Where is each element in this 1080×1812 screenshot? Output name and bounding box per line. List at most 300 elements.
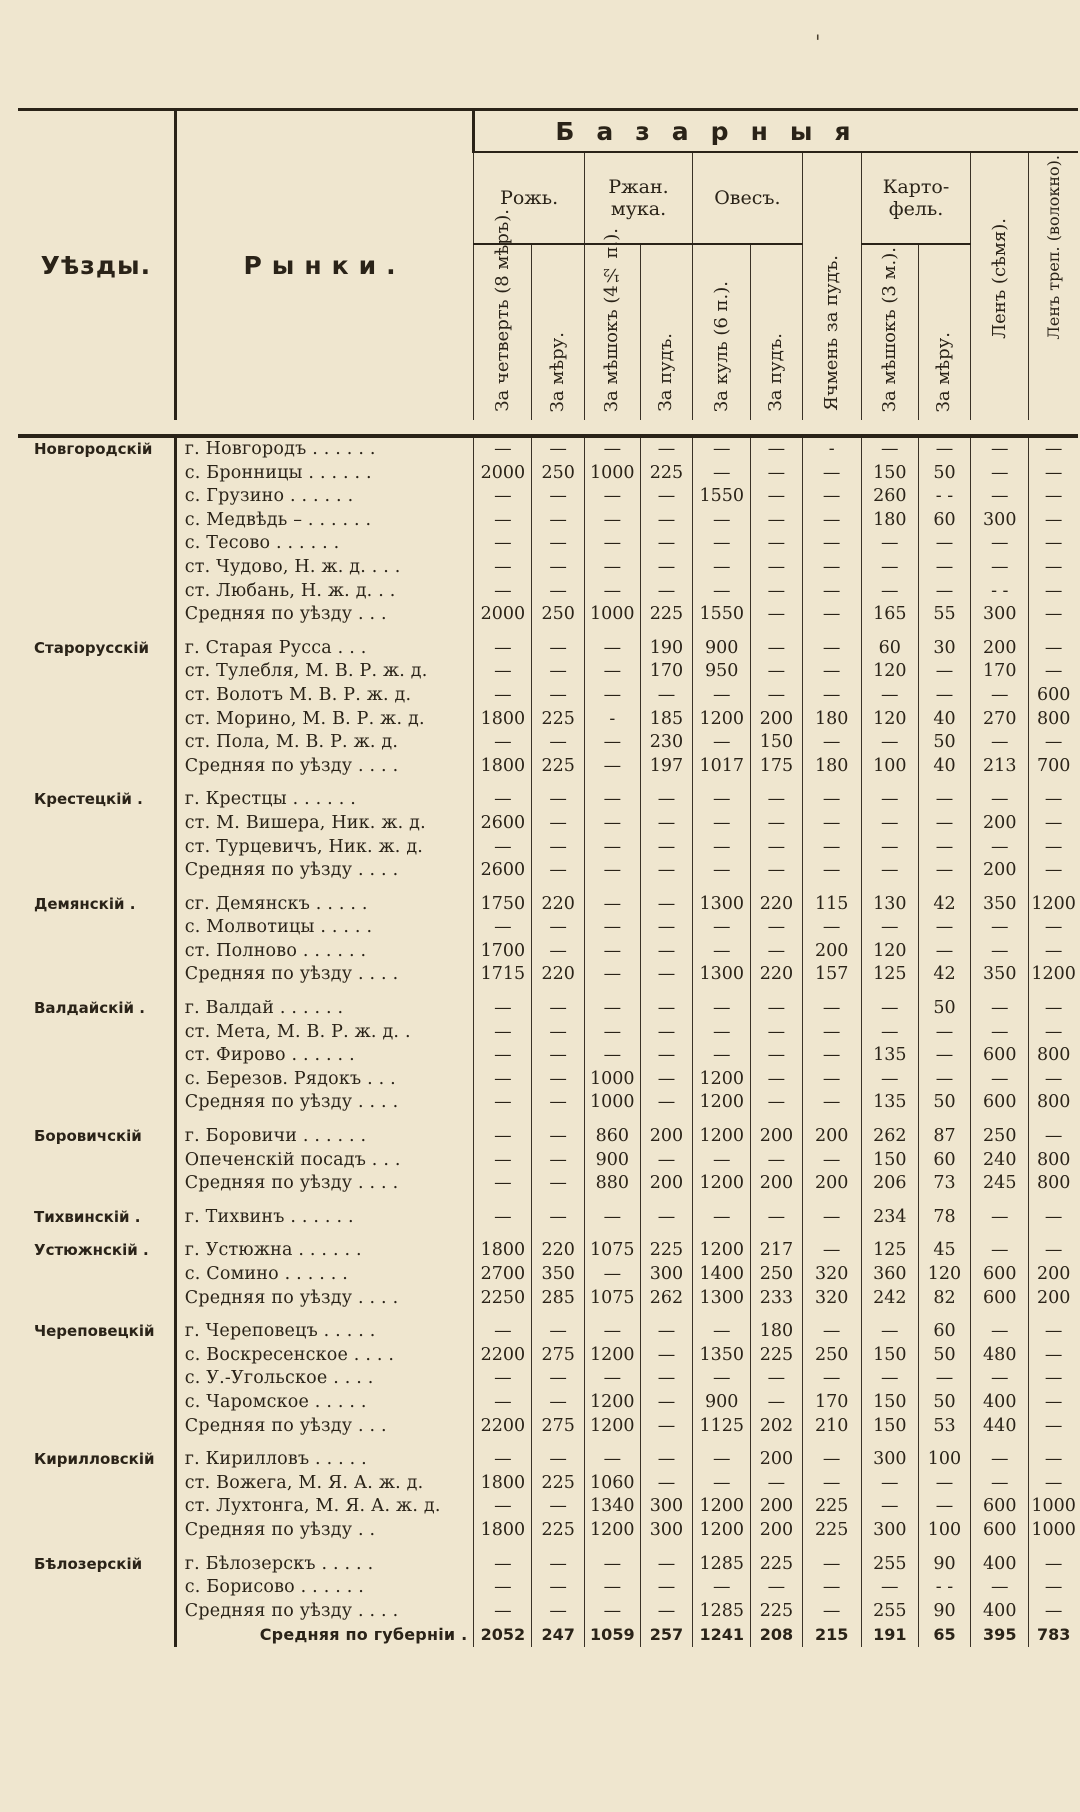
price-cell: 350 xyxy=(971,963,1029,987)
price-cell: — xyxy=(1029,637,1078,661)
price-cell: — xyxy=(1029,788,1078,812)
price-cell: 1700 xyxy=(474,940,532,964)
price-cell: — xyxy=(532,580,584,604)
price-cell: 257 xyxy=(640,1623,692,1647)
price-cell: — xyxy=(802,532,861,556)
gap-cell xyxy=(532,1229,584,1239)
price-cell: — xyxy=(918,788,970,812)
market-row xyxy=(18,580,1078,604)
gap-cell xyxy=(18,627,175,637)
gap-cell xyxy=(640,1438,692,1448)
gap-cell xyxy=(751,1438,802,1448)
price-cell: — xyxy=(1029,532,1078,556)
price-cell: 300 xyxy=(971,603,1029,627)
gap-cell xyxy=(693,883,751,893)
price-cell: 1200 xyxy=(693,1519,751,1543)
gap-cell xyxy=(802,883,861,893)
gap-cell xyxy=(693,1196,751,1206)
gap-cell xyxy=(474,1438,532,1448)
price-cell: — xyxy=(1029,1367,1078,1391)
price-cell: 100 xyxy=(861,755,918,779)
gap-cell xyxy=(640,1543,692,1553)
price-cell: — xyxy=(693,812,751,836)
gap-cell xyxy=(693,1310,751,1320)
gap-cell xyxy=(971,1229,1029,1239)
market-name: с. У.-Угольское . . . . xyxy=(175,1367,474,1391)
price-cell: — xyxy=(584,485,640,509)
price-cell: — xyxy=(918,1044,970,1068)
price-cell: — xyxy=(751,684,802,708)
price-cell: — xyxy=(474,436,532,462)
price-cell: 180 xyxy=(861,509,918,533)
price-cell: — xyxy=(971,684,1029,708)
uezd-name xyxy=(18,1495,175,1519)
uezd-name xyxy=(18,1519,175,1543)
gap-cell xyxy=(802,987,861,997)
price-cell: — xyxy=(693,509,751,533)
price-cell: 200 xyxy=(751,1519,802,1543)
price-cell: — xyxy=(693,1448,751,1472)
price-cell: 1200 xyxy=(584,1391,640,1415)
price-cell: — xyxy=(1029,462,1078,486)
price-cell: 600 xyxy=(971,1287,1029,1311)
price-cell: 40 xyxy=(918,708,970,732)
gap-cell xyxy=(532,778,584,788)
uezd-name xyxy=(18,556,175,580)
price-cell: 1200 xyxy=(693,1068,751,1092)
price-cell: 255 xyxy=(861,1553,918,1577)
average-row xyxy=(18,1287,1078,1311)
price-cell: — xyxy=(584,812,640,836)
price-cell: — xyxy=(751,532,802,556)
uezd-name xyxy=(18,1287,175,1311)
market-name: Средняя по уѣзду . . xyxy=(175,1519,474,1543)
price-cell: 900 xyxy=(584,1149,640,1173)
market-name: с. Бронницы . . . . . . xyxy=(175,462,474,486)
market-name: с. Борисово . . . . . . xyxy=(175,1576,474,1600)
price-cell: — xyxy=(751,1576,802,1600)
gap-cell xyxy=(532,1310,584,1320)
market-row xyxy=(18,708,1078,732)
price-cell: 233 xyxy=(751,1287,802,1311)
gap-cell xyxy=(584,778,640,788)
col-muka-pud xyxy=(640,244,692,420)
price-cell: 220 xyxy=(532,1239,584,1263)
price-cell: 230 xyxy=(640,731,692,755)
price-cell: — xyxy=(1029,836,1078,860)
price-cell: — xyxy=(861,1021,918,1045)
uezd-name xyxy=(18,916,175,940)
price-cell: 270 xyxy=(971,708,1029,732)
price-cell: — xyxy=(1029,556,1078,580)
price-cell: 200 xyxy=(751,708,802,732)
price-cell: — xyxy=(584,1600,640,1624)
price-cell: 1000 xyxy=(584,462,640,486)
price-cell: — xyxy=(861,916,918,940)
price-cell: 255 xyxy=(861,1600,918,1624)
price-cell: 880 xyxy=(584,1172,640,1196)
price-cell: 1200 xyxy=(693,708,751,732)
price-cell: — xyxy=(693,580,751,604)
gap-cell xyxy=(918,1196,970,1206)
price-cell: — xyxy=(751,836,802,860)
price-cell: 1300 xyxy=(693,893,751,917)
price-cell: 240 xyxy=(971,1149,1029,1173)
price-cell: — xyxy=(751,916,802,940)
price-cell: — xyxy=(640,1068,692,1092)
group-rzhan-muka: Ржан. мука. xyxy=(584,152,692,244)
gap-cell xyxy=(640,1229,692,1239)
price-cell: 225 xyxy=(802,1495,861,1519)
gap-cell xyxy=(693,1438,751,1448)
price-cell: — xyxy=(1029,916,1078,940)
market-name: ст. Любань, Н. ж. д. . . xyxy=(175,580,474,604)
price-cell: — xyxy=(1029,436,1078,462)
price-cell: 320 xyxy=(802,1263,861,1287)
price-cell: — xyxy=(693,1021,751,1045)
gap-cell xyxy=(861,1543,918,1553)
market-row xyxy=(18,997,1078,1021)
col-kartofel-mera xyxy=(918,244,970,420)
price-cell: 200 xyxy=(802,940,861,964)
uezd-name xyxy=(18,1149,175,1173)
price-cell: 1200 xyxy=(1029,963,1078,987)
price-cell: — xyxy=(532,1172,584,1196)
price-cell: — xyxy=(640,1600,692,1624)
price-cell: 600 xyxy=(971,1519,1029,1543)
market-row xyxy=(18,1021,1078,1045)
price-cell: 200 xyxy=(751,1172,802,1196)
price-cell: — xyxy=(474,836,532,860)
market-name: г. Череповецъ . . . . . xyxy=(175,1320,474,1344)
gap-cell xyxy=(751,1310,802,1320)
price-cell: 250 xyxy=(751,1263,802,1287)
gap-cell xyxy=(474,1196,532,1206)
price-cell: 170 xyxy=(640,660,692,684)
gap-cell xyxy=(18,987,175,997)
header-rynki-cell xyxy=(175,110,474,421)
price-cell: — xyxy=(861,997,918,1021)
price-cell: — xyxy=(532,660,584,684)
price-cell: — xyxy=(532,859,584,883)
price-cell: — xyxy=(971,1068,1029,1092)
price-cell: — xyxy=(802,1472,861,1496)
price-cell: 185 xyxy=(640,708,692,732)
uezd-name: Новгородскій xyxy=(34,440,153,458)
price-cell: — xyxy=(1029,812,1078,836)
price-cell: — xyxy=(918,940,970,964)
row-gap xyxy=(18,1196,1078,1206)
price-cell: — xyxy=(693,1576,751,1600)
price-cell: — xyxy=(861,580,918,604)
uezd-name: Бѣлозерскій xyxy=(34,1554,143,1573)
uezd-name xyxy=(18,532,175,556)
price-cell: 1300 xyxy=(693,1287,751,1311)
gap-cell xyxy=(802,1438,861,1448)
price-cell: — xyxy=(640,836,692,860)
price-cell: 200 xyxy=(1029,1263,1078,1287)
gap-cell xyxy=(1029,987,1078,997)
uezd-name: Старорусскій xyxy=(34,638,149,657)
page-mark: ' xyxy=(815,30,821,54)
market-name: Средняя по уѣзду . . . . xyxy=(175,963,474,987)
price-table-page xyxy=(18,108,1080,1647)
price-cell: — xyxy=(584,1263,640,1287)
gap-cell xyxy=(584,1196,640,1206)
market-row xyxy=(18,1044,1078,1068)
price-cell: — xyxy=(640,509,692,533)
gap-cell xyxy=(474,778,532,788)
price-cell: 1550 xyxy=(693,603,751,627)
price-cell: — xyxy=(693,1044,751,1068)
gap-cell xyxy=(532,1115,584,1125)
price-cell: — xyxy=(802,1448,861,1472)
price-cell: — xyxy=(918,916,970,940)
row-gap xyxy=(18,1543,1078,1553)
market-name: г. Боровичи . . . . . . xyxy=(175,1125,474,1149)
price-cell: 262 xyxy=(640,1287,692,1311)
price-cell: 2600 xyxy=(474,859,532,883)
gap-cell xyxy=(918,987,970,997)
price-cell: — xyxy=(693,916,751,940)
price-cell: 40 xyxy=(918,755,970,779)
price-cell: 225 xyxy=(640,603,692,627)
price-cell: 2700 xyxy=(474,1263,532,1287)
price-cell: 100 xyxy=(918,1519,970,1543)
price-cell: 120 xyxy=(861,940,918,964)
gap-cell xyxy=(693,1543,751,1553)
price-cell: — xyxy=(474,485,532,509)
gap-cell xyxy=(751,1115,802,1125)
price-cell: 65 xyxy=(918,1623,970,1647)
price-cell: — xyxy=(640,812,692,836)
price-cell: — xyxy=(802,1149,861,1173)
gap-cell xyxy=(474,1115,532,1125)
market-name: ст. Тулебля, М. В. Р. ж. д. xyxy=(175,660,474,684)
price-cell: — xyxy=(584,509,640,533)
price-cell: — xyxy=(584,731,640,755)
price-cell: 50 xyxy=(918,462,970,486)
col-len-semya-label: Ленъ (сѣмя). xyxy=(988,218,1010,339)
price-cell: — xyxy=(802,556,861,580)
col-kartofel-meshok xyxy=(861,244,918,420)
uezd-name xyxy=(18,812,175,836)
price-cell: — xyxy=(802,1576,861,1600)
price-cell: — xyxy=(861,731,918,755)
col-oves-pud xyxy=(751,244,802,420)
price-cell: 800 xyxy=(1029,1149,1078,1173)
uezd-name xyxy=(18,1021,175,1045)
gap-cell xyxy=(918,1543,970,1553)
gap-cell xyxy=(18,883,175,893)
market-row xyxy=(18,1367,1078,1391)
price-cell: 50 xyxy=(918,1391,970,1415)
market-row xyxy=(18,436,1078,462)
price-cell: — xyxy=(861,532,918,556)
price-cell: — xyxy=(474,916,532,940)
price-cell: — xyxy=(1029,1553,1078,1577)
gap-cell xyxy=(751,627,802,637)
header-uezd: Уѣзды. xyxy=(40,251,152,280)
price-cell: — xyxy=(584,916,640,940)
market-name: ст. Вожега, М. Я. А. ж. д. xyxy=(175,1472,474,1496)
gap-cell xyxy=(474,987,532,997)
uezd-name: Крестецкій . xyxy=(34,790,143,809)
price-cell: — xyxy=(802,836,861,860)
gap-cell xyxy=(751,778,802,788)
gap-cell xyxy=(971,1543,1029,1553)
price-cell: 1200 xyxy=(693,1239,751,1263)
price-cell: — xyxy=(751,637,802,661)
price-cell: — xyxy=(532,436,584,462)
market-name: Средняя по уѣзду . . . . xyxy=(175,1287,474,1311)
price-cell: 1800 xyxy=(474,1472,532,1496)
uezd-name: Устюжнскій . xyxy=(34,1241,149,1260)
gap-cell xyxy=(175,883,474,893)
market-row xyxy=(18,1472,1078,1496)
market-name: ст. М. Вишера, Ник. ж. д. xyxy=(175,812,474,836)
group-kartofel: Карто- фель. xyxy=(861,152,970,244)
col-label: За четверть (8 мѣръ). xyxy=(491,209,513,412)
price-cell: — xyxy=(802,485,861,509)
price-cell: 100 xyxy=(918,1448,970,1472)
price-cell: 2000 xyxy=(474,462,532,486)
gap-cell xyxy=(693,987,751,997)
price-cell: 206 xyxy=(861,1172,918,1196)
price-cell: 234 xyxy=(861,1206,918,1230)
average-row xyxy=(18,1172,1078,1196)
price-cell: — xyxy=(693,836,751,860)
col-yachmen xyxy=(802,152,861,420)
market-row xyxy=(18,1125,1078,1149)
row-gap xyxy=(18,987,1078,997)
price-cell: 200 xyxy=(640,1125,692,1149)
price-cell: — xyxy=(802,1021,861,1045)
price-cell: — xyxy=(584,637,640,661)
price-cell: 60 xyxy=(861,637,918,661)
gap-cell xyxy=(971,1310,1029,1320)
price-cell: — xyxy=(640,893,692,917)
market-row xyxy=(18,812,1078,836)
gap-cell xyxy=(474,1310,532,1320)
price-cell: — xyxy=(474,1320,532,1344)
price-cell: — xyxy=(971,731,1029,755)
price-cell: — xyxy=(802,509,861,533)
uezd-name xyxy=(18,963,175,987)
uezd-name xyxy=(18,731,175,755)
price-cell: 1200 xyxy=(584,1519,640,1543)
uezd-name xyxy=(18,708,175,732)
gap-cell xyxy=(918,778,970,788)
price-cell: — xyxy=(474,1091,532,1115)
price-cell: — xyxy=(640,859,692,883)
market-name: Средняя по уѣзду . . . . xyxy=(175,1172,474,1196)
price-cell: 215 xyxy=(802,1623,861,1647)
price-cell: 440 xyxy=(971,1415,1029,1439)
gap-cell xyxy=(971,1196,1029,1206)
price-cell: 1000 xyxy=(1029,1495,1078,1519)
price-cell: — xyxy=(532,556,584,580)
gap-cell xyxy=(640,627,692,637)
price-cell: — xyxy=(584,940,640,964)
price-cell: 190 xyxy=(640,637,692,661)
price-cell: — xyxy=(751,859,802,883)
market-name: Средняя по уѣзду . . . . xyxy=(175,859,474,883)
row-gap xyxy=(18,1229,1078,1239)
market-name: с. Медвѣдь – . . . . . . xyxy=(175,509,474,533)
gap-cell xyxy=(584,987,640,997)
market-row xyxy=(18,485,1078,509)
uezd-name xyxy=(18,1367,175,1391)
market-row xyxy=(18,940,1078,964)
price-cell: — xyxy=(971,1239,1029,1263)
price-cell: — xyxy=(474,1367,532,1391)
price-cell: 220 xyxy=(532,893,584,917)
price-cell: 1000 xyxy=(1029,1519,1078,1543)
gap-cell xyxy=(18,1543,175,1553)
market-row xyxy=(18,1344,1078,1368)
gap-cell xyxy=(861,1310,918,1320)
price-cell: — xyxy=(802,859,861,883)
price-cell: — xyxy=(802,1239,861,1263)
price-cell: 600 xyxy=(971,1044,1029,1068)
price-cell: — xyxy=(861,1320,918,1344)
price-cell: 150 xyxy=(861,1149,918,1173)
col-len-trep xyxy=(1029,152,1078,420)
price-cell: — xyxy=(584,1576,640,1600)
price-cell: 400 xyxy=(971,1391,1029,1415)
price-cell: — xyxy=(640,436,692,462)
price-cell: 125 xyxy=(861,963,918,987)
price-cell: 1017 xyxy=(693,755,751,779)
price-cell: - - xyxy=(971,580,1029,604)
market-row xyxy=(18,731,1078,755)
market-name: с. Березов. Рядокъ . . . xyxy=(175,1068,474,1092)
market-name: г. Устюжна . . . . . . xyxy=(175,1239,474,1263)
market-name: г. Кирилловъ . . . . . xyxy=(175,1448,474,1472)
price-cell: — xyxy=(693,1206,751,1230)
price-cell: — xyxy=(918,1472,970,1496)
gap-cell xyxy=(971,1438,1029,1448)
price-cell: 700 xyxy=(1029,755,1078,779)
gap-cell xyxy=(532,1438,584,1448)
price-cell: — xyxy=(971,556,1029,580)
price-cell: — xyxy=(640,916,692,940)
header-bazar: Базарныя xyxy=(474,110,1078,153)
gap-cell xyxy=(175,1438,474,1448)
gap-cell xyxy=(802,627,861,637)
price-cell: — xyxy=(751,485,802,509)
gap-cell xyxy=(971,987,1029,997)
price-cell: — xyxy=(532,836,584,860)
price-cell: 320 xyxy=(802,1287,861,1311)
price-cell: — xyxy=(532,485,584,509)
price-cell: — xyxy=(1029,603,1078,627)
price-cell: — xyxy=(474,1448,532,1472)
price-cell: — xyxy=(584,1206,640,1230)
average-row xyxy=(18,963,1078,987)
gap-cell xyxy=(532,883,584,893)
market-name: г. Крестцы . . . . . . xyxy=(175,788,474,812)
price-cell: 225 xyxy=(751,1600,802,1624)
price-cell: — xyxy=(640,1576,692,1600)
price-cell: 200 xyxy=(751,1125,802,1149)
price-cell: — xyxy=(474,1149,532,1173)
group-rozh: Рожь. xyxy=(474,152,585,244)
uezd-name xyxy=(18,1044,175,1068)
price-cell: 120 xyxy=(861,708,918,732)
price-cell: — xyxy=(861,812,918,836)
